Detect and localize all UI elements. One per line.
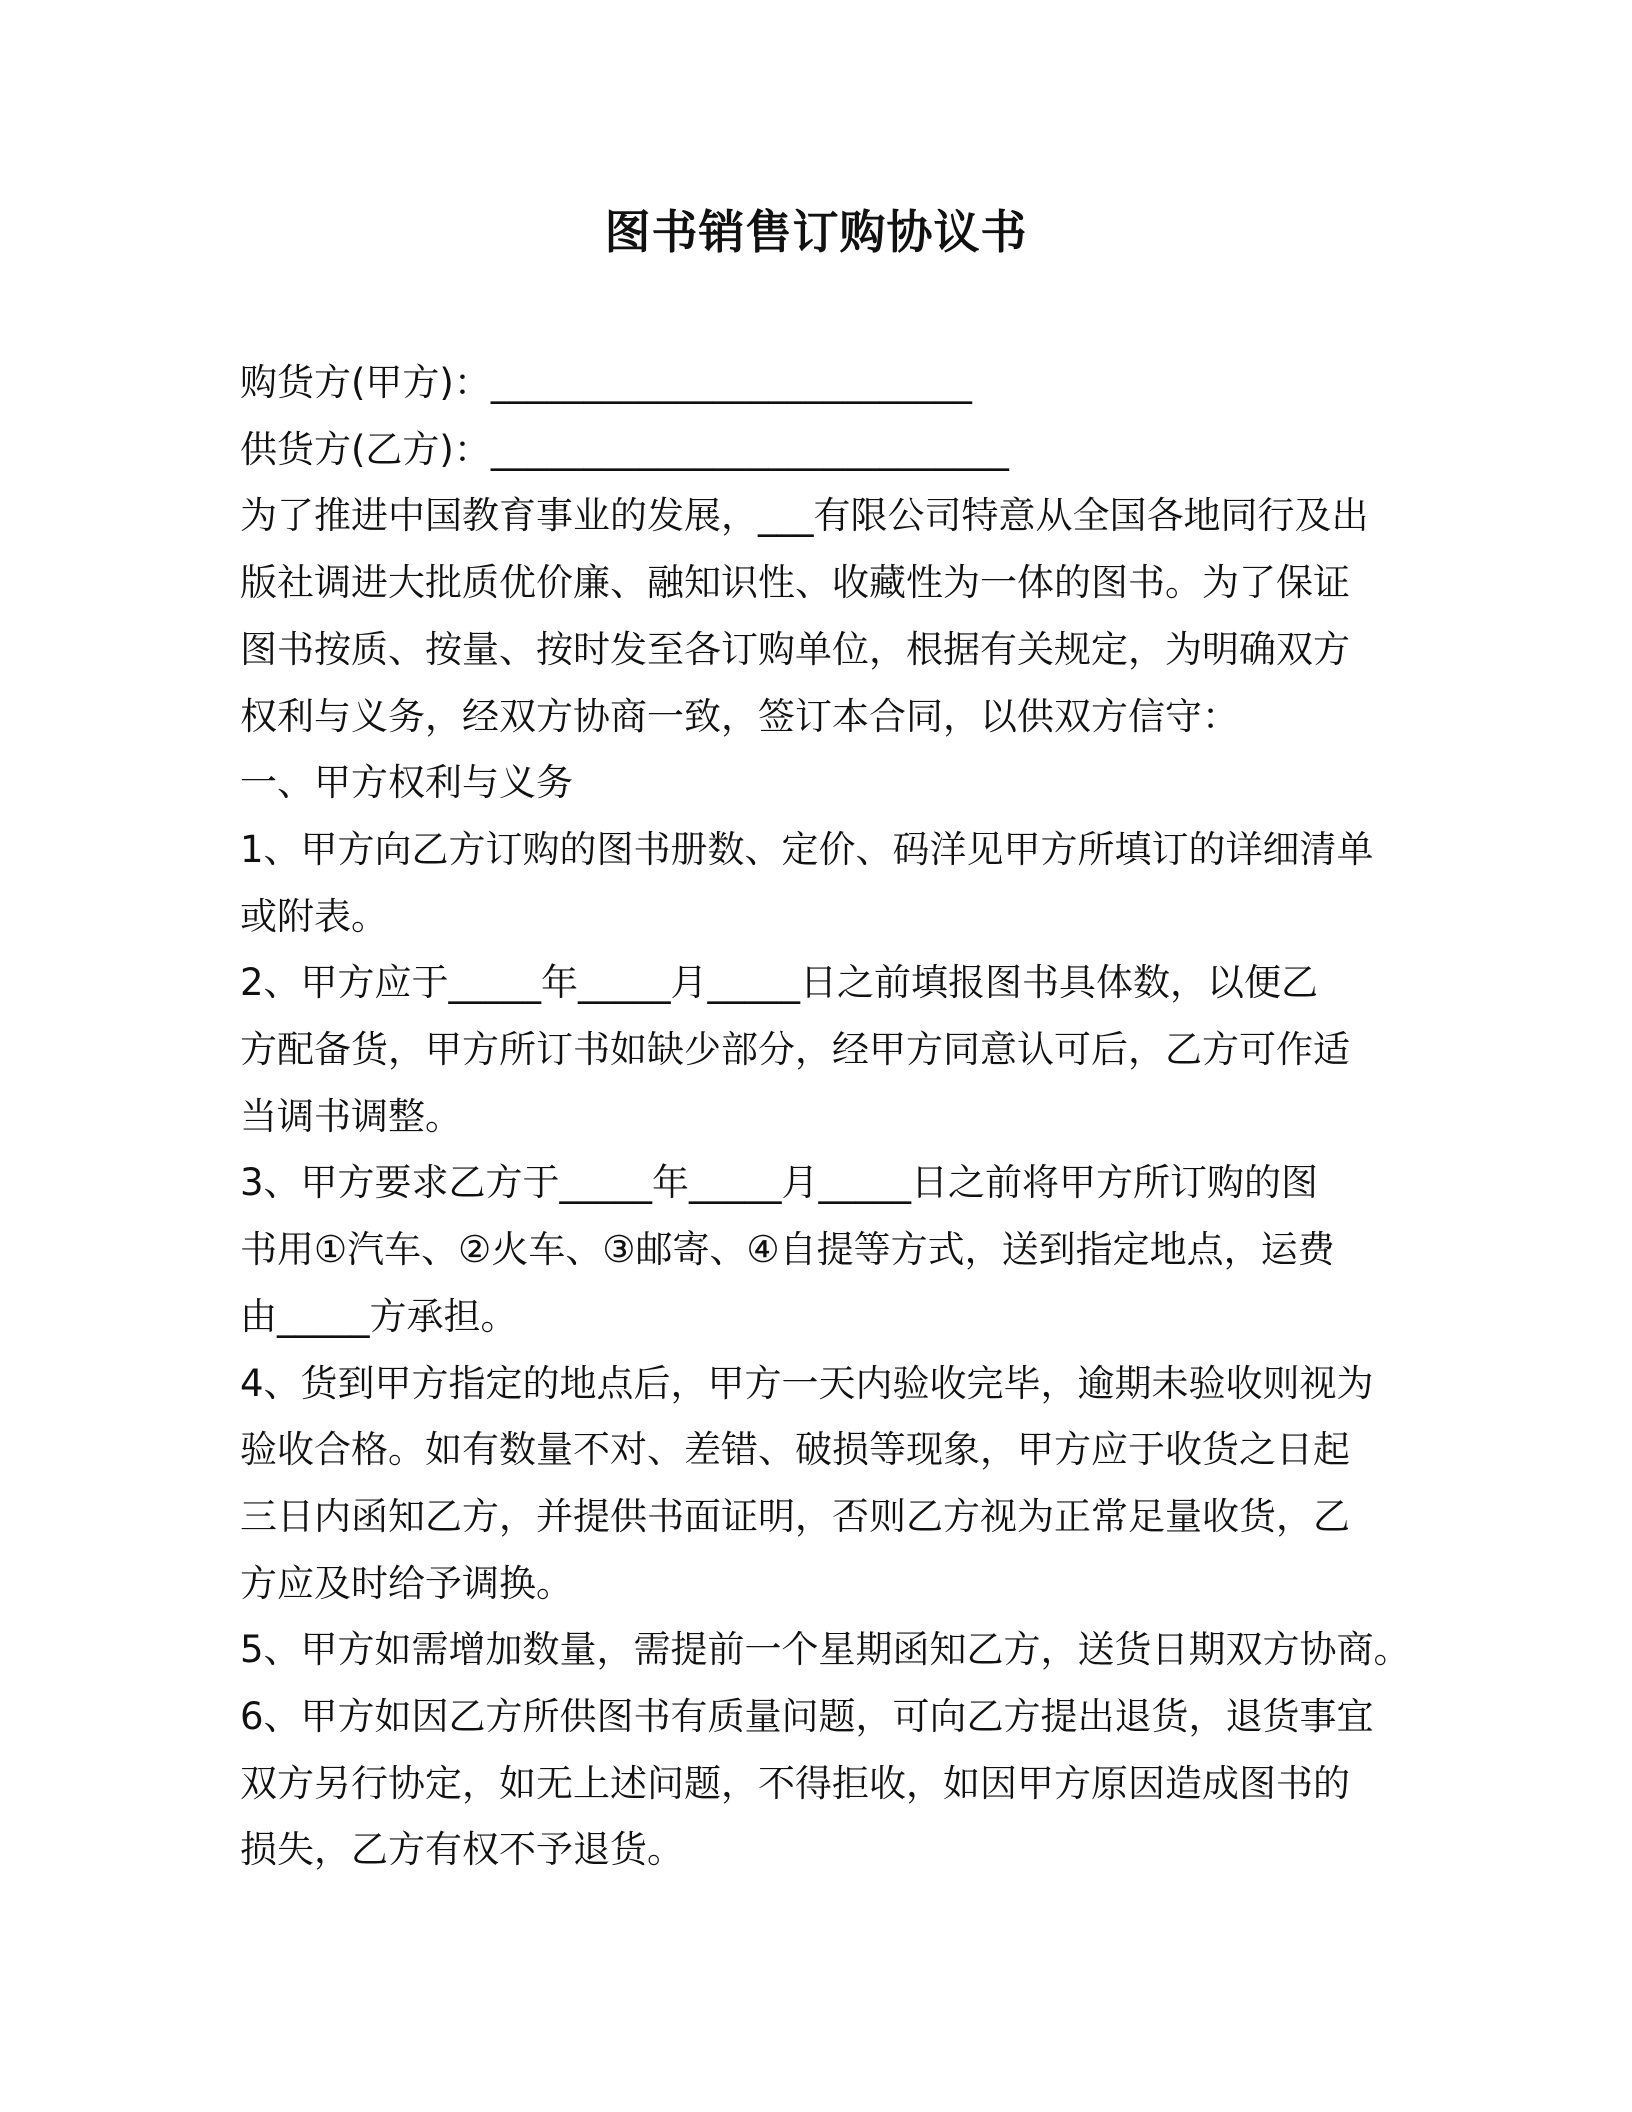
clause-line: 方配备货，甲方所订书如缺少部分，经甲方同意认可后，乙方可作适 [240, 1028, 1350, 1072]
intro-line: 权利与义务，经双方协商一致，签订本合同，以供双方信守： [240, 694, 1239, 738]
clause-line: 书用①汽车、②火车、③邮寄、④自提等方式，送到指定地点，运费 [240, 1228, 1335, 1272]
clause-line: 损失，乙方有权不予退货。 [240, 1828, 684, 1872]
section-heading: 一、甲方权利与义务 [240, 761, 573, 805]
intro-line: 版社调进大批质优价廉、融知识性、收藏性为一体的图书。为了保证 [240, 561, 1350, 605]
intro-line: 为了推进中国教育事业的发展，___有限公司特意从全国各地同行及出 [240, 494, 1369, 538]
intro-line: 图书按质、按量、按时发至各订购单位，根据有关规定，为明确双方 [240, 627, 1350, 671]
clause-line: 6、甲方如因乙方所供图书有质量问题，可向乙方提出退货，退货事宜 [240, 1695, 1374, 1739]
clause-line: 由_____方承担。 [240, 1294, 518, 1338]
clause-line: 当调书调整。 [240, 1094, 462, 1138]
clause-line: 5、甲方如需增加数量，需提前一个星期函知乙方，送货日期双方协商。 [240, 1628, 1411, 1672]
clause-line: 4、货到甲方指定的地点后，甲方一天内验收完毕，逾期未验收则视为 [240, 1361, 1374, 1405]
clause-line: 双方另行协定，如无上述问题，不得拒收，如因甲方原因造成图书的 [240, 1761, 1350, 1805]
clause-line: 1、甲方向乙方订购的图书册数、定价、码洋见甲方所填订的详细清单 [240, 827, 1374, 871]
clause-line: 2、甲方应于_____年_____月_____日之前填报图书具体数，以便乙 [240, 961, 1319, 1005]
document-title: 图书销售订购协议书 [604, 205, 1028, 259]
clause-line: 方应及时给予调换。 [240, 1561, 573, 1605]
clause-line: 三日内函知乙方，并提供书面证明，否则乙方视为正常足量收货，乙 [240, 1494, 1350, 1538]
buyer-line: 购货方(甲方)：__________________________ [240, 361, 972, 404]
clause-line: 验收合格。如有数量不对、差错、破损等现象，甲方应于收货之日起 [240, 1428, 1350, 1472]
document-body [240, 350, 1420, 1884]
clause-line: 或附表。 [240, 894, 388, 938]
clause-line: 3、甲方要求乙方于_____年_____月_____日之前将甲方所订购的图 [240, 1161, 1319, 1205]
supplier-line: 供货方(乙方)：____________________________ [240, 427, 1009, 471]
